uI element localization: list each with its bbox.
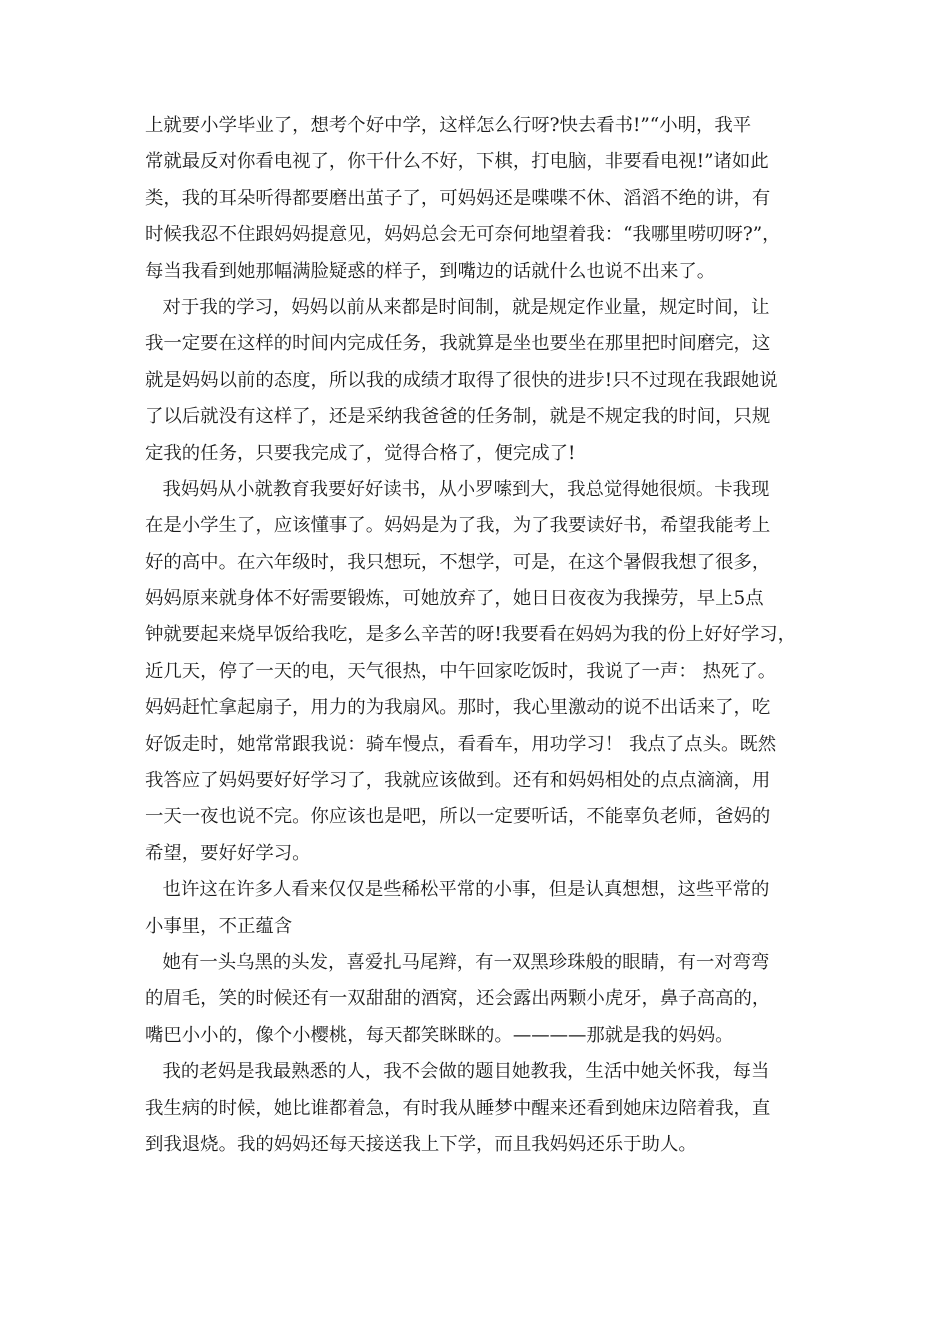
text-line: 时候我忍不住跟妈妈提意见，妈妈总会无可奈何地望着我：“我哪里唠叨呀?”， [145,224,781,246]
text-line: 类，我的耳朵听得都要磨出茧子了，可妈妈还是喋喋不休、滔滔不绝的讲，有 [145,187,771,209]
text-line: 对于我的学习，妈妈以前从来都是时间制，就是规定作业量，规定时间，让 [145,296,770,318]
text-line: 嘴巴小小的，像个小樱桃，每天都笑眯眯的。————那就是我的妈妈。 [145,1024,734,1046]
text-line: 上就要小学毕业了，想考个好中学，这样怎么行呀?快去看书!”“小明，我平 [145,115,752,136]
text-line: 她有一头乌黑的头发，喜爱扎马尾辫，有一双黑珍珠般的眼睛，有一对弯弯 [145,951,770,973]
text-line: 到我退烧。我的妈妈还每天接送我上下学，而且我妈妈还乐于助人。 [145,1133,697,1155]
text-line: 我答应了妈妈要好好学习了，我就应该做到。还有和妈妈相处的点点滴滴，用 [145,770,771,792]
text-line: 好的高中。在六年级时，我只想玩，不想学，可是，在这个暑假我想了很多， [145,551,771,573]
text-line: 小事里，不正蕴含 [145,915,293,937]
text-line: 钟就要起来烧早饭给我吃，是多么辛苦的呀!我要看在妈妈为我的份上好好学习， [145,624,797,646]
text-line: 我一定要在这样的时间内完成任务，我就算是坐也要坐在那里把时间磨完，这 [145,333,771,355]
text-line: 常就最反对你看电视了，你干什么不好，下棋，打电脑，非要看电视!”诸如此 [145,151,769,173]
text-line: 近几天，停了一天的电，天气很热，中午回家吃饭时，我说了一声： 热死了。 [145,660,777,682]
text-line: 我妈妈从小就教育我要好好读书，从小罗嗦到大，我总觉得她很烦。卡我现 [145,478,770,500]
text-line: 每当我看到她那幅满脸疑惑的样子，到嘴边的话就什么也说不出来了。 [145,260,716,282]
text-line: 妈妈赶忙拿起扇子，用力的为我扇风。那时，我心里激动的说不出话来了，吃 [145,697,771,719]
body-text [145,108,825,1163]
text-line: 的眉毛，笑的时候还有一双甜甜的酒窝，还会露出两颗小虎牙，鼻子高高的， [145,988,771,1010]
text-line: 好饭走时，她常常跟我说：骑车慢点，看看车，用功学习！ 我点了点头。既然 [145,733,777,755]
text-line: 希望，要好好学习。 [145,842,311,864]
text-line: 一天一夜也说不完。你应该也是吧，所以一定要听话，不能辜负老师，爸妈的 [145,806,771,828]
text-line: 了以后就没有这样了，还是采纳我爸爸的任务制，就是不规定我的时间，只规 [145,406,771,428]
text-line: 我的老妈是我最熟悉的人，我不会做的题目她教我，生活中她关怀我，每当 [145,1061,770,1083]
text-line: 我生病的时候，她比谁都着急，有时我从睡梦中醒来还看到她床边陪着我，直 [145,1097,771,1119]
text-line: 定我的任务，只要我完成了，觉得合格了，便完成了! [145,442,576,464]
text-line: 在是小学生了，应该懂事了。妈妈是为了我，为了我要读好书，希望我能考上 [145,515,771,537]
text-line: 就是妈妈以前的态度，所以我的成绩才取得了很快的进步!只不过现在我跟她说 [145,369,778,391]
text-line: 妈妈原来就身体不好需要锻炼，可她放弃了，她日日夜夜为我操劳，早上5点 [145,588,764,610]
text-line: 也许这在许多人看来仅仅是些稀松平常的小事，但是认真想想，这些平常的 [145,879,770,901]
